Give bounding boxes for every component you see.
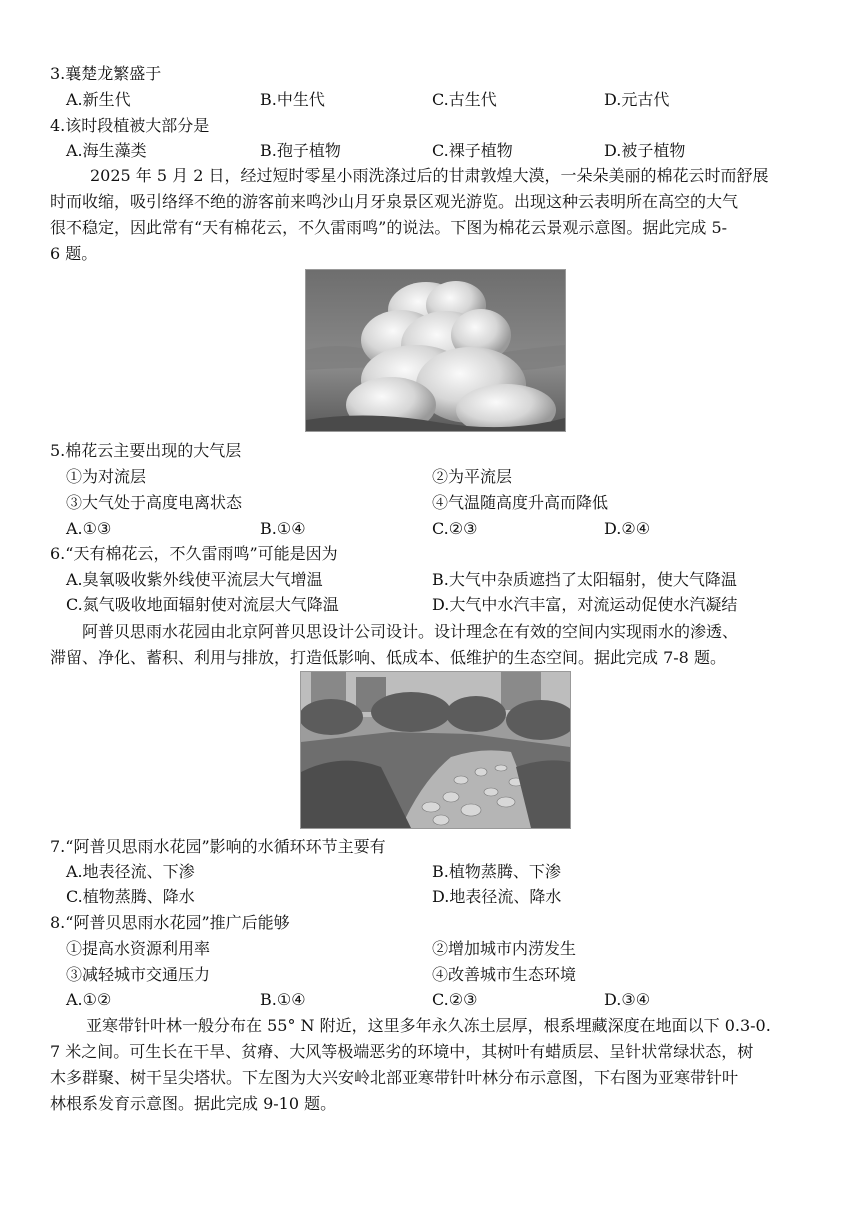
q6-option-c: C.氮气吸收地面辐射使对流层大气降温: [66, 595, 339, 614]
q7-option-d: D.地表径流、降水: [432, 887, 562, 906]
q8-item-3: ③减轻城市交通压力: [66, 965, 211, 984]
q8-option-d: D.③④: [604, 990, 651, 1009]
q4-stem: 4.该时段植被大部分是: [50, 116, 210, 135]
q4-option-c: C.裸子植物: [432, 141, 513, 160]
q3-option-d: D.元古代: [604, 90, 670, 109]
passage3-line: 木多群聚、树干呈尖塔状。下左图为大兴安岭北部亚寒带针叶林分布示意图，下右图为亚寒带针叶: [50, 1068, 739, 1087]
q7-option-b: B.植物蒸腾、下渗: [432, 862, 561, 881]
q5-item-4: ④气温随高度升高而降低: [432, 493, 609, 512]
q5-item-1: ①为对流层: [66, 467, 147, 486]
q4-option-b: B.孢子植物: [260, 141, 341, 160]
q3-option-b: B.中生代: [260, 90, 325, 109]
q4-option-a: A.海生藻类: [66, 141, 147, 160]
q8-item-2: ②增加城市内涝发生: [432, 939, 577, 958]
passage1-line: 很不稳定，因此常有“天有棉花云，不久雷雨鸣”的说法。下图为棉花云景观示意图。据此完成 5-: [50, 218, 728, 237]
passage3-line: 亚寒带针叶林一般分布在 55° N 附近，这里多年永久冻土层厚，根系埋藏深度在地面以下 0.3-0.: [86, 1016, 771, 1035]
q5-item-3: ③大气处于高度电离状态: [66, 493, 243, 512]
q5-option-d: D.②④: [604, 519, 651, 538]
q4-option-d: D.被子植物: [604, 141, 686, 160]
passage1-line: 2025 年 5 月 2 日，经过短时零星小雨洗涤过后的甘肃敦煌大漠，一朵朵美丽的棉花云时而舒展: [90, 166, 769, 185]
q6-stem: 6.“天有棉花云，不久雷雨鸣”可能是因为: [50, 544, 338, 563]
passage-taiga: [50, 1013, 822, 1117]
cloud-image: [306, 270, 565, 431]
q6-option-a: A.臭氧吸收紫外线使平流层大气增温: [66, 570, 323, 589]
q8-item-1: ①提高水资源利用率: [66, 939, 211, 958]
cotton-cloud-photo: [305, 269, 566, 432]
q5-item-2: ②为平流层: [432, 467, 513, 486]
passage-rain-garden: [50, 619, 822, 671]
passage1-line: 6 题。: [50, 244, 98, 263]
q5-stem: 5.棉花云主要出现的大气层: [50, 441, 242, 460]
passage2-line: 阿普贝思雨水花园由北京阿普贝思设计公司设计。设计理念在有效的空间内实现雨水的渗透、: [82, 622, 739, 641]
passage-cotton-cloud: [50, 163, 822, 267]
q8-item-4: ④改善城市生态环境: [432, 965, 577, 984]
passage3-line: 7 米之间。可生长在干旱、贫瘠、大风等极端恶劣的环境中，其树叶有蜡质层、呈针状常绿状态，树: [50, 1042, 754, 1061]
passage1-line: 时而收缩，吸引络绎不绝的游客前来鸣沙山月牙泉景区观光游览。出现这种云表明所在高空的大气: [50, 192, 739, 211]
q3-option-c: C.古生代: [432, 90, 497, 109]
passage3-line: 林根系发育示意图。据此完成 9-10 题。: [50, 1094, 337, 1113]
q3-stem: 3.襄楚龙繁盛于: [50, 64, 162, 83]
q5-option-c: C.②③: [432, 519, 478, 538]
garden-image: [301, 672, 570, 828]
q7-option-c: C.植物蒸腾、降水: [66, 887, 195, 906]
q8-stem: 8.“阿普贝思雨水花园”推广后能够: [50, 913, 290, 932]
q6-option-b: B.大气中杂质遮挡了太阳辐射，使大气降温: [432, 570, 737, 589]
q7-stem: 7.“阿普贝思雨水花园”影响的水循环环节主要有: [50, 837, 386, 856]
passage2-line: 滞留、净化、蓄积、利用与排放，打造低影响、低成本、低维护的生态空间。据此完成 7-8 题。: [50, 648, 726, 667]
q7-option-a: A.地表径流、下渗: [66, 862, 195, 881]
q5-option-a: A.①③: [66, 519, 112, 538]
q8-option-a: A.①②: [66, 990, 112, 1009]
rain-garden-photo: [300, 671, 571, 829]
q8-option-c: C.②③: [432, 990, 478, 1009]
q5-option-b: B.①④: [260, 519, 306, 538]
q8-option-b: B.①④: [260, 990, 306, 1009]
q3-option-a: A.新生代: [66, 90, 131, 109]
q6-option-d: D.大气中水汽丰富，对流运动促使水汽凝结: [432, 595, 738, 614]
